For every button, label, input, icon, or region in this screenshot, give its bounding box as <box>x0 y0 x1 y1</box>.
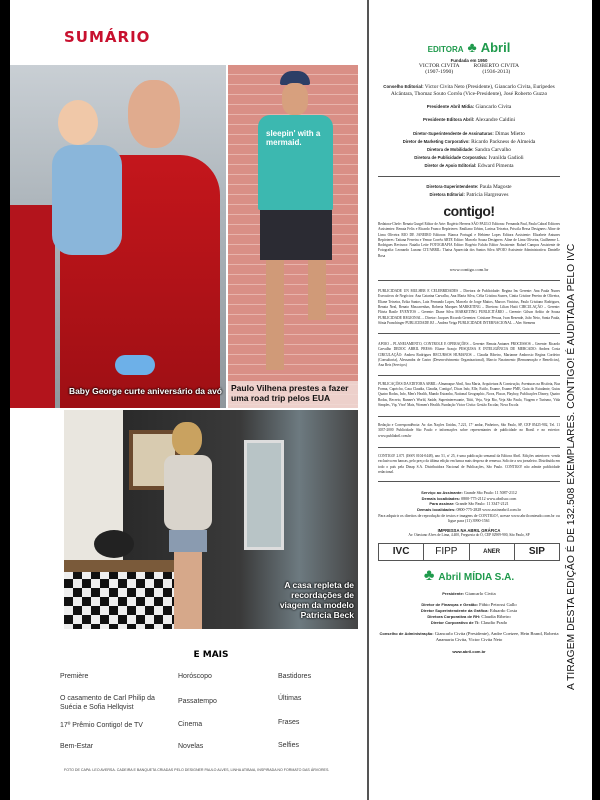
sip-logo: SIP <box>528 545 545 557</box>
abril-site-link[interactable]: www.abril.com.br <box>452 648 486 654</box>
label: Diretor Superintendente da Gráfica: <box>420 607 489 613</box>
divider <box>378 416 560 417</box>
aner-logo: ANER <box>470 544 515 560</box>
role-line <box>378 103 560 111</box>
shirt-text: sleepin' with a mermaid. <box>266 129 321 147</box>
value: Patricia Hargreaves <box>466 192 509 198</box>
e-mais-item[interactable]: Horóscopo <box>178 673 212 680</box>
apoio-staff: APOIO – PLANEJAMENTO, CONTROLE E OPERAÇÕES – Gerente: Renata Antunes PROCESSOS – Gerente: Ricardo Carvalho DEDOC ABRIL PRESS: Eliane Araujo PESQUISA E INTELIGÊNCIA DE MERCADO: Andrea Costa CIRCULAÇÃO: Andrea Rodrigues RECURSOS HUMANOS – Claudia Ribeiro, Marianne Ambrosio Regina Cordeiro (Consultoria), Alessandra de Castro (Desenvolvimento Organizacional), Marcio Nascimento (Remuneração e Benefícios), Ana Reis (Serviços) <box>378 342 560 368</box>
partner-logos <box>378 543 560 561</box>
divider <box>378 375 560 376</box>
publicacoes-list: PUBLICAÇÕES DA EDITORA ABRIL: Almanaque Abril, Ana Maria, Arquitetura & Construção, Aventuras na História, Boa Forma, Capricho, Casa Claudia, Claudia, Contigo!, Dicas Info, Elle, Estilo, Exame, Exame PME, Guia do Estudante, Guias Quatro Rodas, Info, Men's Health, Mundo Estranho, National Geographic, Nova, Placar, Playboy, Publicações Disney, Quatro Rodas, Recreio, Runner's World, Saúde, Superinteressante, Tititi, Veja, Veja Rio, Veja São Paulo, Viagem e Turismo, Vida Simples, Vip, Viva! Mais, Women's Health. Fundação Victor Civita: Gestão Escolar, Nova Escola <box>378 381 560 407</box>
value: Ivanilda Gadioli <box>488 155 524 161</box>
e-mais-heading: E MAIS <box>193 650 229 660</box>
redacao-staff: Redatora-Chefe: Renata Gurgel Editor de Arte: Rogério Herrera SÃO PAULO Editoras: Fernanda Paul, Paula Cabral Editores Assistentes: Renata Felix e Ricardo Franco Repórteres: Emiliano Urbim, Larissa Teixeira, Priscila Bessa Designers: Aline de Lima Oliveira RIO DE JANEIRO Editoras: Bianca Portugal e Hebiene Lopes Editora Assistente: Elizabete Antunes Repórteres: Tatiana Ferreira e Yemar Corrêa ARTE Editor: Marcelo Souza Designers: Aline de Lima Oliveira, Guilherme L. Rodrigues Revisora: Natalia Leite FOTOGRAFIA Editor: Rogério Falcão Editor Assistente: Rafael Campos Assistente de Fotografia: Leonardo Lozano CIT/ABRIL: Thaisa Aparecida dos Santos Silva APOIO Assistente Administrativa: Danielle Rosa <box>378 222 560 258</box>
tree-icon: ♣ <box>467 41 477 56</box>
role-line <box>378 591 560 597</box>
page-spine-divider <box>367 0 369 800</box>
value: Edward Pimenta <box>477 163 514 169</box>
value: Eduardo Costa <box>489 607 518 613</box>
midia-directors <box>378 602 560 626</box>
woman-sweater <box>164 455 212 530</box>
label: Serviço ao Assinante: <box>421 490 463 496</box>
label: Conselho de Administração: <box>379 630 434 636</box>
tree-icon: ♣ <box>423 566 435 584</box>
page-edge-right <box>592 0 600 800</box>
publicidade-staff: PUBLICIDADE UN MULHER E CELEBRIDADES – Diretora de Publicidade: Regina Ins Gerente: Ana Paula Nunes Executivos de Negócios: Ana Catarina Carvalho, Ana Maria Silva, Célia Cristina Soares, Cintia Cristine Pereira de Oliveira, Eliane Teixeira, Erika Santos, Luiz Fernando Lopes, Marcelo de Jorge Mattos, Marcos Vinicius, Paulo Cristiano Rodrigues, Renata Neal, Renato Mascarenhas, Roberta Marques MARKETING – Diretora: Lilian Hutti CIRCULAÇÃO – Gerente: Flávia Basile EVENTOS – Gerente: Diane Silva MARKETING PUBLICITÁRIO – Gerente: Gilson Ardito de Souza PUBLICIDADE REGIONAL – Diretor: Jacques Ricardo Gerentes: Cristiane Pessoa, Ivan Rezende, João Neto, Sonia Paula, Sônia Franchinger PUBLICIDADE RJ – Andrea Veiga PUBLICIDADE INTERNACIONAL – Alec Siemens <box>378 289 560 325</box>
teal-shirt <box>258 115 333 210</box>
legal-notice: CONTIGO! 2.071 (ISSN 0104-0448), ano 51, nº 25, é uma publicação semanal da Editora Abril. Edições anteriores: venda exclusiva em bancas, pelo preço da última edição em banca mais despesa de remessa. Solicite a seu jornaleiro. Distribuída em todo o país pela Dinap S.A. Distribuidora Nacional de Publicações, São Paulo. CONTIGO! não admite publicidade redacional. <box>378 454 560 474</box>
role-line <box>378 162 560 170</box>
label: Diretor Corporativo de TI: <box>430 619 480 625</box>
founder-name: ROBERTO CIVITA <box>473 63 520 69</box>
baby-outfit <box>52 145 122 255</box>
story-photo-paulo-vilhena[interactable] <box>228 65 358 408</box>
e-mais-item[interactable]: Passatempo <box>178 698 217 705</box>
e-mais-item[interactable]: O casamento de Carl Philip da Suécia e Sofia Hellqvist <box>60 695 155 711</box>
printer-address: Av. Otaviano Alves de Lima, 4.400, Freguesia do Ó, CEP 02909-900, São Paulo, SP <box>408 532 530 537</box>
divider <box>378 481 560 482</box>
woman-legs <box>174 552 202 629</box>
guard-figure <box>10 205 55 408</box>
label: Demais localidades: <box>421 495 461 501</box>
role-line <box>378 116 560 124</box>
value: Giancarlo Civita (Presidente), Andre Coetzee, Hein Brand, Roberta Anamaria Civita, Victor Civita Neto <box>434 630 559 642</box>
value: Paula Magoste <box>479 184 512 190</box>
label: Diretora de Publicidade Corporativa: <box>414 155 488 160</box>
label: Conselho Editorial: <box>383 84 424 89</box>
value: Ricardo Packness de Almeida <box>471 139 536 145</box>
value: Giancarlo Civita <box>475 104 512 110</box>
role-line <box>378 138 560 146</box>
label: Presidente: <box>442 590 465 596</box>
divider <box>378 333 560 334</box>
label: Diretora de Mobilidade: <box>427 147 474 152</box>
value: Dimas Mietto <box>495 131 525 137</box>
services <box>378 490 560 524</box>
role-line <box>378 154 560 162</box>
label: Para assinar: <box>429 501 455 507</box>
label: Demais localidades: <box>417 506 456 512</box>
masthead <box>378 40 560 654</box>
value: Grande São Paulo: 11 3347-2121 <box>455 501 509 507</box>
editora-abril-logo <box>378 40 560 58</box>
e-mais-item[interactable]: Selfies <box>278 742 300 749</box>
value: Alexandre Caldini <box>475 117 516 123</box>
logo-editora-text: EDITORA <box>427 45 464 54</box>
caption-baby-george: Baby George curte aniversário da avó <box>68 386 222 396</box>
founded-text: Fundada em 1950 <box>450 58 488 63</box>
abril-midia-logo <box>378 567 560 587</box>
contigo-site-link[interactable]: www.contigo.com.br <box>449 267 489 273</box>
e-mais-item[interactable]: Première <box>60 673 89 680</box>
label: Diretor de Apoio Editorial: <box>424 163 477 168</box>
page-title: SUMÁRIO <box>64 28 151 46</box>
founder-years: (1907-1990) <box>425 69 454 75</box>
label: Diretora-Superintendente: <box>426 184 479 189</box>
label: Diretora Corporativa de RH: <box>427 613 481 619</box>
label: Diretor de Finanças e Gestão: <box>421 601 478 607</box>
value: Grande São Paulo: 11 5087-2112 <box>463 490 517 496</box>
e-mais-item[interactable]: Cinema <box>178 721 203 728</box>
printer-title: IMPRESSA NA ABRIL GRÁFICA <box>437 527 501 533</box>
role-line <box>378 191 560 199</box>
value: Claudia Ribeiro <box>481 613 511 619</box>
e-mais-item[interactable]: 17º Prêmio Contigo! de TV <box>60 722 143 729</box>
label: Presidente Abril Mídia: <box>426 104 475 109</box>
woman-shorts <box>169 530 207 552</box>
value: 0800-775-2828 www.assineabril.com.br <box>456 506 521 512</box>
label: Presidente Editora Abril: <box>422 117 475 122</box>
glass-door <box>244 440 284 550</box>
redacao-address: Redação e Correspondência: Av. das Nações Unidas, 7.221, 17º andar, Pinheiros, São Paulo, SP, CEP 05425-902, Tel. 11 3037-2000 Publicidade São Paulo e informações sobre representantes de publicidade no Brasil e no exterior: www.publiabril.com.br <box>378 423 560 438</box>
page-edge-left <box>0 0 10 800</box>
leg-right <box>308 260 326 320</box>
baby-head <box>58 100 98 145</box>
label: Diretora Editorial: <box>429 192 465 197</box>
caption-paulo-vilhena: Paulo Vilhena prestes a fazer uma road trip pelos EUA <box>231 383 349 403</box>
e-mais-item[interactable]: Últimas <box>278 695 302 702</box>
e-mais-item[interactable]: Frases <box>278 719 300 726</box>
e-mais-item[interactable]: Bastidores <box>278 673 312 680</box>
value: Sandra Carvalho <box>474 147 511 153</box>
fipp-logo: FIPP <box>424 544 469 560</box>
e-mais-item[interactable]: Novelas <box>178 743 204 750</box>
logo-abril-text: Abril <box>480 40 511 55</box>
reproduction-note: Para adquirir os direitos de reprodução de textos e imagens de CONTIGO!, acesse www.abrilconteudo.com.br ou ligue para (11) 3990-1561 <box>378 512 560 524</box>
caption-patricia-beck: A casa repleta de recordações de viagem da modelo Patricia Beck <box>279 580 354 620</box>
head <box>282 83 308 115</box>
value: Claudio Prado <box>480 619 508 625</box>
story-photo-baby-george[interactable] <box>10 65 226 408</box>
leg-left <box>266 260 284 370</box>
divider <box>378 280 560 281</box>
founders <box>378 63 560 75</box>
founder-years: (1936-2013) <box>482 69 511 75</box>
woman-head <box>172 422 202 456</box>
cover-photo-credit: FOTO DE CAPA: LEO AVERSA. CADEIRA E BANQUETA CRIADAS PELO DESIGNER PAULO ALVES, LINHA ATIBAIA, INSPIRADA NO FORMATO DAS ÁRVORES. <box>64 768 330 772</box>
admin-council <box>378 631 560 643</box>
shorts <box>260 210 332 260</box>
story-photo-patricia-beck[interactable] <box>64 410 358 629</box>
circulation-note: A TIRAGEM DESTA EDIÇÃO É DE 132.508 EXEMPLARES. CONTIGO! É AUDITADA PELO IVC <box>566 243 577 690</box>
ivc-logo: IVC <box>379 544 424 560</box>
black-pot <box>94 530 134 558</box>
value: Victor Civita Neto (Presidente), Giancarlo Civita, Euripedes Alcântara, Thomaz Souto Corrêa (Vice-Presidente), José Roberto Guzzo <box>390 84 555 97</box>
baby-shoe <box>115 355 155 375</box>
label: Diretor-Superintendente de Assinaturas: <box>413 131 494 136</box>
value: Fábio Petrossi Gallo <box>479 601 517 607</box>
editorial-council <box>378 83 560 98</box>
contigo-logo: contigo! <box>443 203 495 219</box>
role-line <box>378 146 560 154</box>
divider <box>378 447 560 448</box>
divider <box>378 176 560 177</box>
role-line <box>378 130 560 138</box>
abril-midia-text: Abril MÍDIA S.A. <box>438 571 515 583</box>
role-line <box>378 620 560 626</box>
value: Giancarlo Civita <box>465 590 496 596</box>
value: 0800-775-2112 www.abrilsac.com <box>461 495 517 501</box>
founder-name: VICTOR CIVITA <box>418 63 460 69</box>
e-mais-item[interactable]: Bem-Estar <box>60 743 94 750</box>
prince-head <box>128 80 180 148</box>
role-line <box>378 183 560 191</box>
label: Diretor de Marketing Corporativo: <box>402 139 470 144</box>
directors <box>378 130 560 170</box>
